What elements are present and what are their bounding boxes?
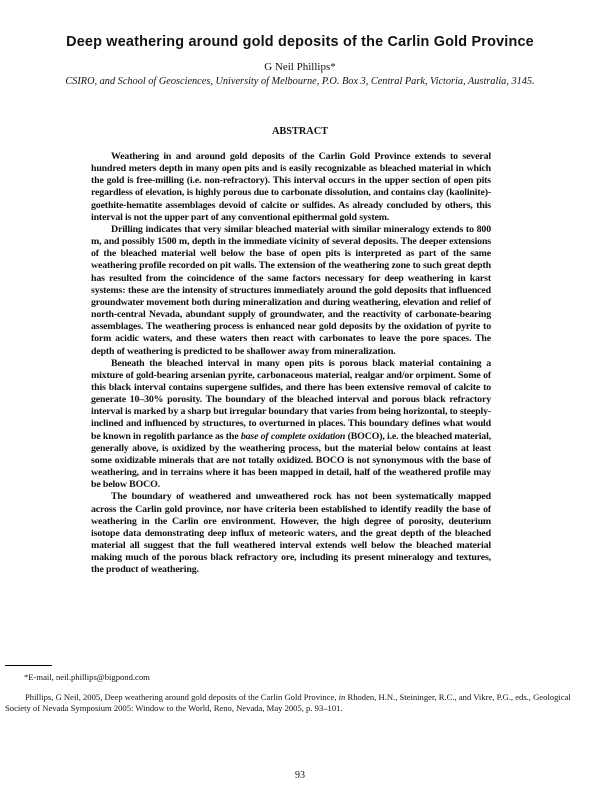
citation-text-end: Rhoden, H.N., Steininger, R.C., and Vikre, P.G., eds., Geological Society of Nevada Symposium 2005: Window to the World, Reno, Nevada, May 2005, p. 93–101.	[5, 692, 571, 713]
boco-term: base of complete oxidation	[240, 430, 346, 442]
citation-in: in	[338, 692, 346, 702]
footnote-email: *E-mail, neil.phillips@bigpond.com	[24, 672, 150, 682]
abstract-paragraph-3	[91, 358, 491, 492]
author-affiliation: CSIRO, and School of Geosciences, University of Melbourne, P.O. Box 3, Central Park, Victoria, Australia, 3145.	[65, 76, 535, 87]
citation-text-start: Phillips, G Neil, 2005, Deep weathering around gold deposits of the Carlin Gold Province,	[25, 692, 339, 702]
paragraph-3-text-end: (BOCO), i.e. the bleached material, generally above, is oxidized by the weathering process, but the material below contains at least some oxidizable minerals that are not totally oxidized. BOCO is not synonymous with the base of weathering, and in terrains where it has been mapped in detail, half of the weathered profile may be below BOCO.	[91, 430, 492, 491]
author-name: G Neil Phillips*	[264, 61, 336, 73]
paragraph-3-text-start: Beneath the bleached interval in many open pits is porous black material containing a mixture of gold-bearing arsenian pyrite, carbonaceous material, realgar and/or orpiment. Some of this black interval contains supergene sulfides, and there has been extensive removal of calcite to generate 10–30% porosity. The boundary of the bleached interval and porous black refractory interval is marked by a sharp but irregular boundary that varies from being horizontal, to steeply-inclined and influenced by structures, to overturned in places. This boundary defines what would be known in regolith parlance as the	[91, 357, 491, 442]
citation	[5, 692, 590, 714]
page-number: 93	[295, 770, 305, 781]
abstract-paragraph-4: The boundary of weathered and unweathered rock has not been systematically mapped across the Carlin gold province, nor have criteria been established to identify readily the base of weathering in the Carlin ore environment. However, the high degree of porosity, deuterium isotope data demonstrating deep influx of meteoric waters, and the great depth of the bleached material all suggest that the full weathered interval extends well below the bleached material making much of the porous black refractory ore, including its present mineralogy and textures, the product of weathering.	[91, 491, 491, 576]
abstract-body	[91, 151, 491, 576]
paper-title: Deep weathering around gold deposits of the Carlin Gold Province	[66, 34, 534, 50]
footnote-rule	[5, 665, 52, 666]
abstract-heading: ABSTRACT	[271, 126, 329, 137]
abstract-paragraph-1: Weathering in and around gold deposits of the Carlin Gold Province extends to several hundred meters depth in many open pits and is easily recognizable as bleached material in which the gold is free-milling (i.e. non-refractory). This interval occurs in the upper section of open pits regardless of elevation, is highly porous due to carbonate dissolution, and contains clay (kaolinite)-goethite-hematite assemblages devoid of calcite or sulfides. As already concluded by others, this interval is not the upper part of any conventional epithermal gold system.	[91, 151, 491, 223]
abstract-paragraph-2: Drilling indicates that very similar bleached material with similar mineralogy extends to 800 m, and possibly 1500 m, depth in the immediate vicinity of several deposits. The deeper extensions of the bleached material well below the base of open pits is interpreted as part of the same weathering profile recorded on pit walls. The extension of the weathering zone to such great depth has resulted from the coincidence of the same factors necessary for deep weathering in karst systems: these are the intensity of structures immediately around the gold deposits that influenced groundwater movement both during mineralization and during weathering, elevation and relief of north-central Nevada, abundant supply of groundwater, and the reactivity of carbonate-bearing assemblages. The weathering process is enhanced near gold deposits by the oxidation of pyrite to form acidic waters, and these waters then react with carbonates to leave the pore spaces. The depth of weathering is predicted to be shallower away from mineralization.	[91, 223, 491, 357]
